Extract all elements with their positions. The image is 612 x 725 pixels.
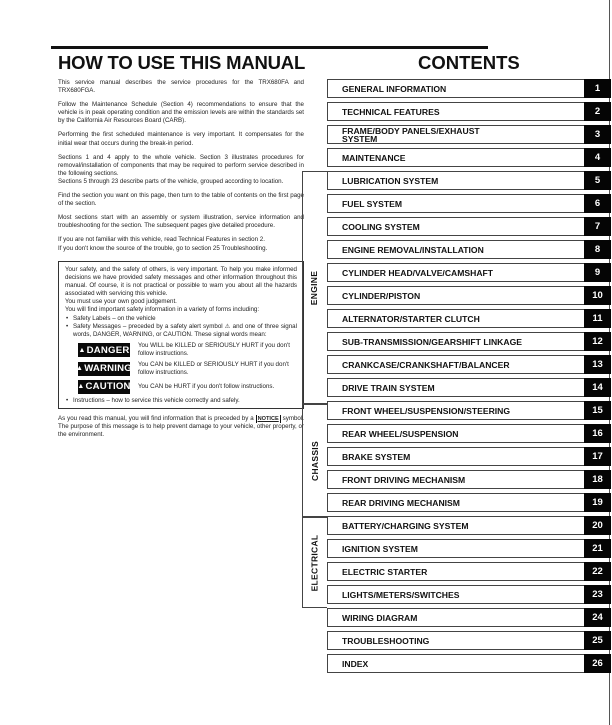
danger-meaning: You WILL be KILLED or SERIOUSLY HURT if you don't follow instructions.	[138, 342, 290, 358]
section-number: 18	[584, 470, 611, 489]
intro-paragraph: This service manual describes the service procedures for the TRX680FA and TRX680FGA.	[58, 79, 304, 95]
section-number: 22	[584, 562, 611, 581]
section-number: 14	[584, 378, 611, 397]
section-structure-paragraph: Most sections start with an assembly or system illustration, service information and troubleshooting for the section. The subsequent pages give detailed procedure.	[58, 214, 304, 230]
bullet-instructions: • Instructions – how to service this vehicle correctly and safely.	[65, 397, 297, 405]
chassis-group-label: CHASSIS	[309, 440, 320, 481]
section-number: 23	[584, 585, 611, 604]
signal-warning	[65, 361, 297, 377]
warning-badge	[78, 362, 130, 376]
section-number: 17	[584, 447, 611, 466]
section-number: 5	[584, 171, 611, 190]
section-number: 26	[584, 654, 611, 673]
sections-paragraph: Sections 1 and 4 apply to the whole vehicle. Section 3 illustrates procedures for removal/installation of components that may be required to perform service described in the following sections.	[58, 153, 304, 177]
toc-item-cylinder-piston[interactable]: CYLINDER/PISTON 10	[327, 286, 584, 305]
section-number: 20	[584, 516, 611, 535]
warning-meaning: You CAN be KILLED or SERIOUSLY HURT if you don't follow instructions.	[138, 361, 289, 376]
signal-danger	[65, 342, 297, 358]
toc-item-alternator-starter-clutch[interactable]: ALTERNATOR/STARTER CLUTCH 11	[327, 309, 584, 328]
toc-item-technical-features[interactable]: TECHNICAL FEATURES 2	[327, 102, 584, 121]
toc-item-front-driving-mechanism[interactable]: FRONT DRIVING MECHANISM 18	[327, 470, 584, 489]
section-number: 16	[584, 424, 611, 443]
section-number: 19	[584, 493, 611, 512]
signal-caution	[65, 380, 297, 394]
contents-title: CONTENTS	[418, 52, 520, 73]
toc-item-index[interactable]: INDEX 26	[327, 654, 584, 673]
toc-item-rear-driving-mechanism[interactable]: REAR DRIVING MECHANISM 19	[327, 493, 584, 512]
toc-item-cylinder-head-valve-camshaft[interactable]: CYLINDER HEAD/VALVE/CAMSHAFT 9	[327, 263, 584, 282]
toc-item-drive-train-system[interactable]: DRIVE TRAIN SYSTEM 14	[327, 378, 584, 397]
section-number: 25	[584, 631, 611, 650]
technical-features-paragraph: If you are not familiar with this vehicle, read Technical Features in section 2.	[58, 236, 265, 244]
section-number: 13	[584, 355, 611, 374]
danger-badge	[78, 343, 130, 357]
section-number: 2	[584, 102, 611, 121]
toc-item-rear-wheel-suspension[interactable]: REAR WHEEL/SUSPENSION 16	[327, 424, 584, 443]
toc-item-sub-transmission-gearshift-linkage[interactable]: SUB-TRANSMISSION/GEARSHIFT LINKAGE 12	[327, 332, 584, 351]
notice-paragraph	[58, 415, 304, 439]
electrical-group-label: ELECTRICAL	[309, 534, 320, 591]
toc-item-lights-meters-switches[interactable]: LIGHTS/METERS/SWITCHES 23	[327, 585, 584, 604]
section-number: 12	[584, 332, 611, 351]
sections-grouping-paragraph: Sections 5 through 23 describe parts of the vehicle, grouped according to location.	[58, 177, 284, 185]
toc-item-frame-body-panels-exhaust[interactable]: FRAME/BODY PANELS/EXHAUST SYSTEM 3	[327, 125, 584, 144]
section-number: 8	[584, 240, 611, 259]
warning-word: WARNING	[84, 363, 132, 375]
toc-item-ignition-system[interactable]: IGNITION SYSTEM 21	[327, 539, 584, 558]
how-to-use-section	[58, 52, 304, 445]
notice-symbol: NOTICE	[257, 415, 279, 422]
danger-word: DANGER	[86, 344, 130, 356]
section-number: 11	[584, 309, 611, 328]
toc-item-maintenance[interactable]: MAINTENANCE 4	[327, 148, 584, 167]
safety-intro: Your safety, and the safety of others, is very important. To help you make informed decisions we have provided safety messages and other information throughout this manual. Of course, it is not practical or possible to warn you about all the hazards associated with servicing this vehicle.	[65, 265, 297, 297]
find-section-paragraph: Find the section you want on this page, then turn to the table of contents on the first page of the section.	[58, 192, 304, 208]
toc-item-brake-system[interactable]: BRAKE SYSTEM 17	[327, 447, 584, 466]
toc-item-troubleshooting[interactable]: TROUBLESHOOTING 25	[327, 631, 584, 650]
header-rule	[51, 46, 488, 49]
how-to-use-title: HOW TO USE THIS MANUAL	[58, 52, 306, 73]
instructions-bullet-list	[65, 397, 297, 405]
alert-triangle-icon: ▲	[76, 365, 84, 373]
alert-triangle-icon: ▲	[77, 383, 85, 391]
troubleshooting-paragraph: If you don't know the source of the trouble, go to section 25 Troubleshooting.	[58, 244, 268, 252]
toc-item-fuel-system[interactable]: FUEL SYSTEM 6	[327, 194, 584, 213]
notice-text-before: As you read this manual, you will find information that is preceded by a	[58, 414, 254, 422]
toc-item-electric-starter[interactable]: ELECTRIC STARTER 22	[327, 562, 584, 581]
safety-forms: You will find important safety information in a variety of forms including:	[65, 306, 260, 314]
bullet-safety-messages: • Safety Messages – preceded by a safety alert symbol ⚠ and one of three signal words, DANGER, WARNING, or CAUTION. These signal words mean:	[65, 323, 297, 339]
caution-meaning: You CAN be HURT if you don't follow instructions.	[138, 382, 275, 390]
toc-item-lubrication-system[interactable]: LUBRICATION SYSTEM 5	[327, 171, 584, 190]
section-number: 21	[584, 539, 611, 558]
section-number: 1	[584, 79, 611, 98]
engine-group-label: ENGINE	[309, 270, 320, 305]
safety-bullets	[65, 315, 297, 339]
alert-triangle-icon: ▲	[78, 346, 86, 354]
toc-item-wiring-diagram[interactable]: WIRING DIAGRAM 24	[327, 608, 584, 627]
section-number: 6	[584, 194, 611, 213]
toc-item-crankcase-crankshaft-balancer[interactable]: CRANKCASE/CRANKSHAFT/BALANCER 13	[327, 355, 584, 374]
toc-item-engine-removal-installation[interactable]: ENGINE REMOVAL/INSTALLATION 8	[327, 240, 584, 259]
safety-box	[58, 261, 304, 409]
caution-word: CAUTION	[85, 381, 131, 393]
section-number: 15	[584, 401, 611, 420]
toc-item-front-wheel-suspension-steering[interactable]: FRONT WHEEL/SUSPENSION/STEERING 15	[327, 401, 584, 420]
toc-item-battery-charging-system[interactable]: BATTERY/CHARGING SYSTEM 20	[327, 516, 584, 535]
section-number: 10	[584, 286, 611, 305]
toc-item-cooling-system[interactable]: COOLING SYSTEM 7	[327, 217, 584, 236]
section-number: 4	[584, 148, 611, 167]
caution-badge	[78, 380, 130, 394]
bullet-safety-labels: • Safety Labels – on the vehicle	[65, 315, 297, 323]
notice-text-after: symbol. The purpose of this message is to help prevent damage to your vehicle, other property, or the environment.	[58, 414, 304, 438]
section-number: 7	[584, 217, 611, 236]
toc-item-general-information[interactable]: GENERAL INFORMATION 1	[327, 79, 584, 98]
section-number: 24	[584, 608, 611, 627]
first-maintenance-paragraph: Performing the first scheduled maintenance is very important. It compensates for the initial wear that occurs during the break-in period.	[58, 131, 304, 147]
section-number: 3	[584, 125, 611, 144]
section-number: 9	[584, 263, 611, 282]
safety-judgement: You must use your own good judgement.	[65, 297, 177, 305]
maintenance-paragraph: Follow the Maintenance Schedule (Section 4) recommendations to ensure that the vehicle is in peak operating condition and the emission levels are within the standards set by the California Air Resources Board (CARB).	[58, 101, 304, 125]
